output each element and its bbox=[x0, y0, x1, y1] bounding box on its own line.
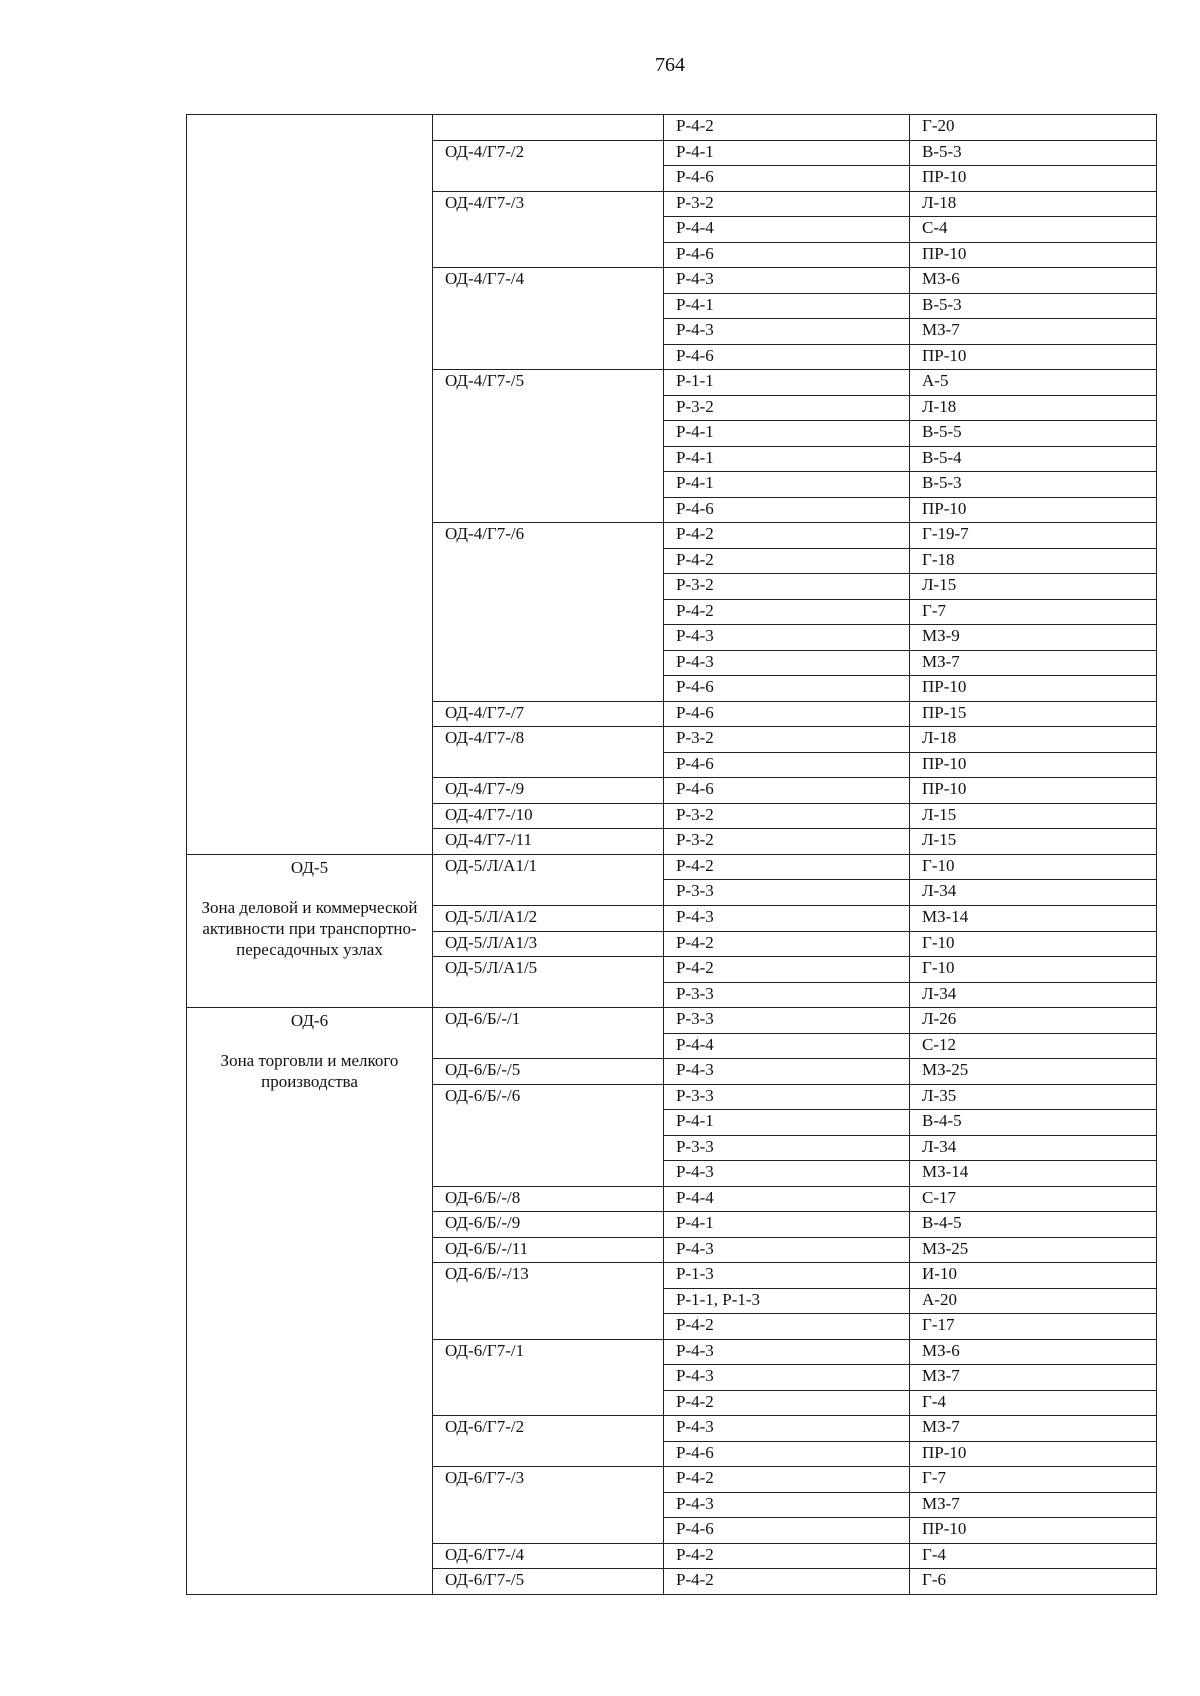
table-row bbox=[187, 854, 1157, 880]
parameter-code: ПР-10 bbox=[910, 676, 1157, 702]
regulation-code: Р-4-1 bbox=[664, 472, 910, 498]
subzone-code: ОД-5/Л/А1/1 bbox=[433, 854, 664, 905]
parameter-code: ПР-10 bbox=[910, 1518, 1157, 1544]
parameter-code: Г-10 bbox=[910, 854, 1157, 880]
regulation-code: Р-4-2 bbox=[664, 1390, 910, 1416]
parameter-code: МЗ-25 bbox=[910, 1059, 1157, 1085]
regulation-code: Р-4-3 bbox=[664, 905, 910, 931]
subzone-code: ОД-4/Г7-/10 bbox=[433, 803, 664, 829]
regulation-code: Р-4-6 bbox=[664, 344, 910, 370]
parameter-code: Г-10 bbox=[910, 931, 1157, 957]
table-row bbox=[187, 1008, 1157, 1034]
parameter-code: ПР-10 bbox=[910, 752, 1157, 778]
zoning-table bbox=[186, 114, 1157, 1595]
parameter-code: МЗ-6 bbox=[910, 268, 1157, 294]
subzone-code: ОД-5/Л/А1/5 bbox=[433, 957, 664, 1008]
parameter-code: С-4 bbox=[910, 217, 1157, 243]
parameter-code: В-4-5 bbox=[910, 1110, 1157, 1136]
subzone-code: ОД-4/Г7-/5 bbox=[433, 370, 664, 523]
parameter-code: Л-34 bbox=[910, 1135, 1157, 1161]
subzone-code: ОД-6/Г7-/2 bbox=[433, 1416, 664, 1467]
parameter-code: В-4-5 bbox=[910, 1212, 1157, 1238]
regulation-code: Р-4-2 bbox=[664, 931, 910, 957]
regulation-code: Р-4-2 bbox=[664, 854, 910, 880]
zone-description: Зона торговли и мелкого производства bbox=[220, 1051, 399, 1092]
regulation-code: Р-3-2 bbox=[664, 191, 910, 217]
regulation-code: Р-4-4 bbox=[664, 1186, 910, 1212]
regulation-code: Р-4-3 bbox=[664, 650, 910, 676]
regulation-code: Р-4-2 bbox=[664, 523, 910, 549]
regulation-code: Р-4-4 bbox=[664, 1033, 910, 1059]
regulation-code: Р-4-6 bbox=[664, 1518, 910, 1544]
regulation-code: Р-4-3 bbox=[664, 625, 910, 651]
regulation-code: Р-3-2 bbox=[664, 727, 910, 753]
regulation-code: Р-3-3 bbox=[664, 982, 910, 1008]
regulation-code: Р-1-3 bbox=[664, 1263, 910, 1289]
regulation-code: Р-4-3 bbox=[664, 1339, 910, 1365]
regulation-code: Р-4-3 bbox=[664, 1059, 910, 1085]
regulation-code: Р-4-3 bbox=[664, 319, 910, 345]
parameter-code: ПР-10 bbox=[910, 778, 1157, 804]
subzone-code: ОД-4/Г7-/9 bbox=[433, 778, 664, 804]
parameter-code: Г-6 bbox=[910, 1569, 1157, 1595]
subzone-code: ОД-4/Г7-/8 bbox=[433, 727, 664, 778]
regulation-code: Р-3-3 bbox=[664, 1008, 910, 1034]
parameter-code: ПР-10 bbox=[910, 242, 1157, 268]
parameter-code: Г-18 bbox=[910, 548, 1157, 574]
regulation-code: Р-1-1 bbox=[664, 370, 910, 396]
parameter-code: Г-20 bbox=[910, 115, 1157, 141]
regulation-code: Р-4-6 bbox=[664, 752, 910, 778]
table-body bbox=[187, 115, 1157, 1595]
parameter-code: Л-34 bbox=[910, 982, 1157, 1008]
regulation-code: Р-4-6 bbox=[664, 497, 910, 523]
regulation-code: Р-3-3 bbox=[664, 880, 910, 906]
parameter-code: В-5-3 bbox=[910, 472, 1157, 498]
parameter-code: Г-17 bbox=[910, 1314, 1157, 1340]
parameter-code: Л-18 bbox=[910, 727, 1157, 753]
subzone-code: ОД-6/Б/-/1 bbox=[433, 1008, 664, 1059]
parameter-code: МЗ-7 bbox=[910, 319, 1157, 345]
regulation-code: Р-4-2 bbox=[664, 957, 910, 983]
subzone-code: ОД-6/Г7-/3 bbox=[433, 1467, 664, 1544]
regulation-code: Р-4-1 bbox=[664, 1110, 910, 1136]
parameter-code: ПР-10 bbox=[910, 166, 1157, 192]
regulation-code: Р-3-2 bbox=[664, 829, 910, 855]
subzone-code: ОД-4/Г7-/2 bbox=[433, 140, 664, 191]
parameter-code: МЗ-14 bbox=[910, 905, 1157, 931]
regulation-code: Р-4-2 bbox=[664, 115, 910, 141]
regulation-code: Р-4-3 bbox=[664, 1492, 910, 1518]
regulation-code: Р-4-6 bbox=[664, 778, 910, 804]
subzone-code: ОД-5/Л/А1/2 bbox=[433, 905, 664, 931]
parameter-code: Г-4 bbox=[910, 1543, 1157, 1569]
parameter-code: МЗ-25 bbox=[910, 1237, 1157, 1263]
parameter-code: МЗ-7 bbox=[910, 1416, 1157, 1442]
regulation-code: Р-4-2 bbox=[664, 1543, 910, 1569]
parameter-code: МЗ-7 bbox=[910, 650, 1157, 676]
parameter-code: Л-34 bbox=[910, 880, 1157, 906]
zone-cell bbox=[187, 854, 433, 1007]
parameter-code: Л-18 bbox=[910, 191, 1157, 217]
parameter-code: В-5-3 bbox=[910, 140, 1157, 166]
parameter-code: Л-35 bbox=[910, 1084, 1157, 1110]
subzone-code: ОД-6/Б/-/5 bbox=[433, 1059, 664, 1085]
regulation-code: Р-3-2 bbox=[664, 395, 910, 421]
subzone-code: ОД-4/Г7-/11 bbox=[433, 829, 664, 855]
regulation-code: Р-4-2 bbox=[664, 1569, 910, 1595]
regulation-code: Р-3-3 bbox=[664, 1135, 910, 1161]
parameter-code: С-17 bbox=[910, 1186, 1157, 1212]
parameter-code: ПР-10 bbox=[910, 344, 1157, 370]
subzone-code: ОД-6/Б/-/9 bbox=[433, 1212, 664, 1238]
regulation-code: Р-4-3 bbox=[664, 268, 910, 294]
parameter-code: Л-15 bbox=[910, 803, 1157, 829]
parameter-code: ПР-10 bbox=[910, 1441, 1157, 1467]
regulation-code: Р-4-1 bbox=[664, 140, 910, 166]
subzone-code: ОД-6/Б/-/6 bbox=[433, 1084, 664, 1186]
regulation-code: Р-4-1 bbox=[664, 421, 910, 447]
parameter-code: С-12 bbox=[910, 1033, 1157, 1059]
parameter-code: И-10 bbox=[910, 1263, 1157, 1289]
parameter-code: В-5-3 bbox=[910, 293, 1157, 319]
parameter-code: Г-4 bbox=[910, 1390, 1157, 1416]
zone-code: ОД-6 bbox=[290, 1011, 329, 1031]
parameter-code: ПР-10 bbox=[910, 497, 1157, 523]
parameter-code: МЗ-14 bbox=[910, 1161, 1157, 1187]
parameter-code: А-5 bbox=[910, 370, 1157, 396]
regulation-code: Р-4-1 bbox=[664, 446, 910, 472]
regulation-code: Р-3-3 bbox=[664, 1084, 910, 1110]
parameter-code: В-5-4 bbox=[910, 446, 1157, 472]
regulation-code: Р-4-3 bbox=[664, 1161, 910, 1187]
subzone-code: ОД-4/Г7-/3 bbox=[433, 191, 664, 268]
regulation-code: Р-4-3 bbox=[664, 1237, 910, 1263]
regulation-code: Р-4-2 bbox=[664, 548, 910, 574]
subzone-code: ОД-6/Г7-/1 bbox=[433, 1339, 664, 1416]
subzone-code: ОД-4/Г7-/7 bbox=[433, 701, 664, 727]
regulation-code: Р-1-1, Р-1-3 bbox=[664, 1288, 910, 1314]
parameter-code: МЗ-7 bbox=[910, 1492, 1157, 1518]
parameter-code: Г-10 bbox=[910, 957, 1157, 983]
zone-cell bbox=[187, 1008, 433, 1595]
subzone-code: ОД-6/Г7-/5 bbox=[433, 1569, 664, 1595]
parameter-code: МЗ-7 bbox=[910, 1365, 1157, 1391]
zone-code: ОД-5 bbox=[290, 857, 329, 877]
regulation-code: Р-4-3 bbox=[664, 1365, 910, 1391]
parameter-code: ПР-15 bbox=[910, 701, 1157, 727]
table-row bbox=[187, 115, 1157, 141]
parameter-code: А-20 bbox=[910, 1288, 1157, 1314]
subzone-code: ОД-4/Г7-/4 bbox=[433, 268, 664, 370]
regulation-code: Р-4-6 bbox=[664, 701, 910, 727]
zone-cell bbox=[187, 115, 433, 855]
subzone-code: ОД-6/Г7-/4 bbox=[433, 1543, 664, 1569]
parameter-code: МЗ-6 bbox=[910, 1339, 1157, 1365]
regulation-code: Р-4-2 bbox=[664, 1467, 910, 1493]
regulation-code: Р-4-2 bbox=[664, 1314, 910, 1340]
subzone-code: ОД-4/Г7-/6 bbox=[433, 523, 664, 702]
parameter-code: Г-7 bbox=[910, 599, 1157, 625]
regulation-code: Р-3-2 bbox=[664, 574, 910, 600]
subzone-code: ОД-5/Л/А1/3 bbox=[433, 931, 664, 957]
subzone-code: ОД-6/Б/-/8 bbox=[433, 1186, 664, 1212]
parameter-code: Г-19-7 bbox=[910, 523, 1157, 549]
regulation-code: Р-4-3 bbox=[664, 1416, 910, 1442]
regulation-code: Р-3-2 bbox=[664, 803, 910, 829]
regulation-code: Р-4-1 bbox=[664, 1212, 910, 1238]
regulation-code: Р-4-6 bbox=[664, 676, 910, 702]
regulation-code: Р-4-1 bbox=[664, 293, 910, 319]
subzone-code bbox=[433, 115, 664, 141]
regulation-code: Р-4-6 bbox=[664, 166, 910, 192]
regulation-code: Р-4-6 bbox=[664, 242, 910, 268]
regulation-code: Р-4-2 bbox=[664, 599, 910, 625]
parameter-code: Л-26 bbox=[910, 1008, 1157, 1034]
zone-description: Зона деловой и коммерческой активности при транспортно-пересадочных узлах bbox=[201, 897, 418, 959]
subzone-code: ОД-6/Б/-/11 bbox=[433, 1237, 664, 1263]
parameter-code: Л-15 bbox=[910, 829, 1157, 855]
page-number: 764 bbox=[655, 54, 685, 76]
parameter-code: МЗ-9 bbox=[910, 625, 1157, 651]
parameter-code: В-5-5 bbox=[910, 421, 1157, 447]
regulation-code: Р-4-6 bbox=[664, 1441, 910, 1467]
parameter-code: Л-18 bbox=[910, 395, 1157, 421]
parameter-code: Л-15 bbox=[910, 574, 1157, 600]
subzone-code: ОД-6/Б/-/13 bbox=[433, 1263, 664, 1340]
regulation-code: Р-4-4 bbox=[664, 217, 910, 243]
parameter-code: Г-7 bbox=[910, 1467, 1157, 1493]
